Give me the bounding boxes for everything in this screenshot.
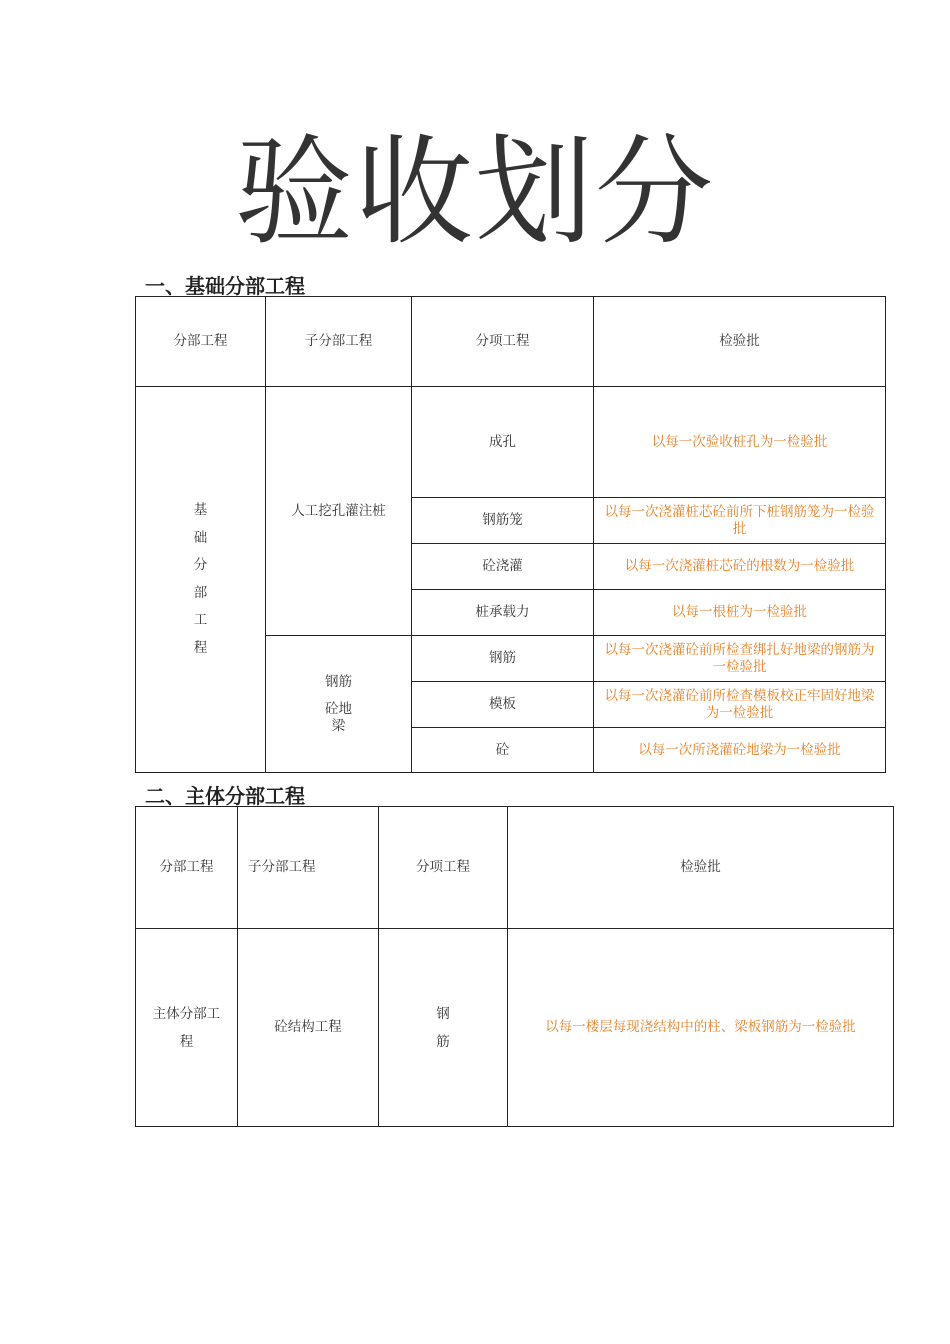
subdivision-cell-ground-beam xyxy=(266,636,412,773)
batch-cell: 以每一次浇灌砼前所检查绑扎好地梁的钢筋为一检验批 xyxy=(594,636,886,682)
item-cell: 成孔 xyxy=(412,387,594,498)
header-division: 分部工程 xyxy=(136,807,238,929)
page-title: 验收划分 xyxy=(234,123,715,261)
division-char: 础 xyxy=(193,529,208,546)
item-char: 钢 xyxy=(436,1005,450,1022)
batch-cell: 以每一次浇灌桩芯砼前所下桩钢筋笼为一检验批 xyxy=(594,498,886,544)
item-cell: 桩承载力 xyxy=(412,590,594,636)
batch-cell: 以每一次浇灌砼前所检查模板校正牢固好地梁为一检验批 xyxy=(594,682,886,728)
division-line: 程 xyxy=(179,1033,194,1050)
header-item: 分项工程 xyxy=(412,297,594,387)
division-char: 基 xyxy=(193,502,208,518)
section-heading-foundation: 一、基础分部工程 xyxy=(145,274,305,298)
division-char: 程 xyxy=(193,639,208,656)
batch-cell: 以每一次浇灌桩芯砼的根数为一检验批 xyxy=(594,544,886,590)
division-cell xyxy=(136,929,238,1127)
header-batch: 检验批 xyxy=(508,807,894,929)
foundation-division-table xyxy=(135,296,886,773)
table-row xyxy=(136,387,886,498)
header-batch: 检验批 xyxy=(594,297,886,387)
batch-cell: 以每一次所浇灌砼地梁为一检验批 xyxy=(594,728,886,773)
item-cell: 钢筋 xyxy=(412,636,594,682)
table-row xyxy=(136,929,894,1127)
item-cell: 模板 xyxy=(412,682,594,728)
table-header-row xyxy=(136,807,894,929)
item-cell xyxy=(379,929,508,1127)
division-line: 主体分部工 xyxy=(152,1005,221,1022)
division-cell xyxy=(136,387,266,773)
header-subdivision: 子分部工程 xyxy=(238,807,379,929)
main-structure-division-table xyxy=(135,806,894,1127)
header-item: 分项工程 xyxy=(379,807,508,929)
section-heading-main-structure: 二、主体分部工程 xyxy=(145,784,305,808)
header-subdivision: 子分部工程 xyxy=(266,297,412,387)
subdivision-cell-pile: 人工挖孔灌注桩 xyxy=(266,387,412,636)
division-char: 部 xyxy=(193,584,208,601)
subdivision-line: 砼地 xyxy=(325,700,352,717)
item-cell: 砼 xyxy=(412,728,594,773)
item-cell: 砼浇灌 xyxy=(412,544,594,590)
table-header-row xyxy=(136,297,886,387)
batch-cell: 以每一楼层每现浇结构中的柱、梁板钢筋为一检验批 xyxy=(508,929,894,1127)
batch-cell: 以每一次验收桩孔为一检验批 xyxy=(594,387,886,498)
item-cell: 钢筋笼 xyxy=(412,498,594,544)
subdivision-line: 钢筋 xyxy=(325,673,352,690)
item-char: 筋 xyxy=(436,1033,450,1050)
batch-cell: 以每一根桩为一检验批 xyxy=(594,590,886,636)
header-division: 分部工程 xyxy=(136,297,266,387)
subdivision-cell: 砼结构工程 xyxy=(238,929,379,1127)
division-char: 工 xyxy=(193,612,208,628)
division-char: 分 xyxy=(193,557,208,573)
subdivision-line: 梁 xyxy=(331,717,346,734)
